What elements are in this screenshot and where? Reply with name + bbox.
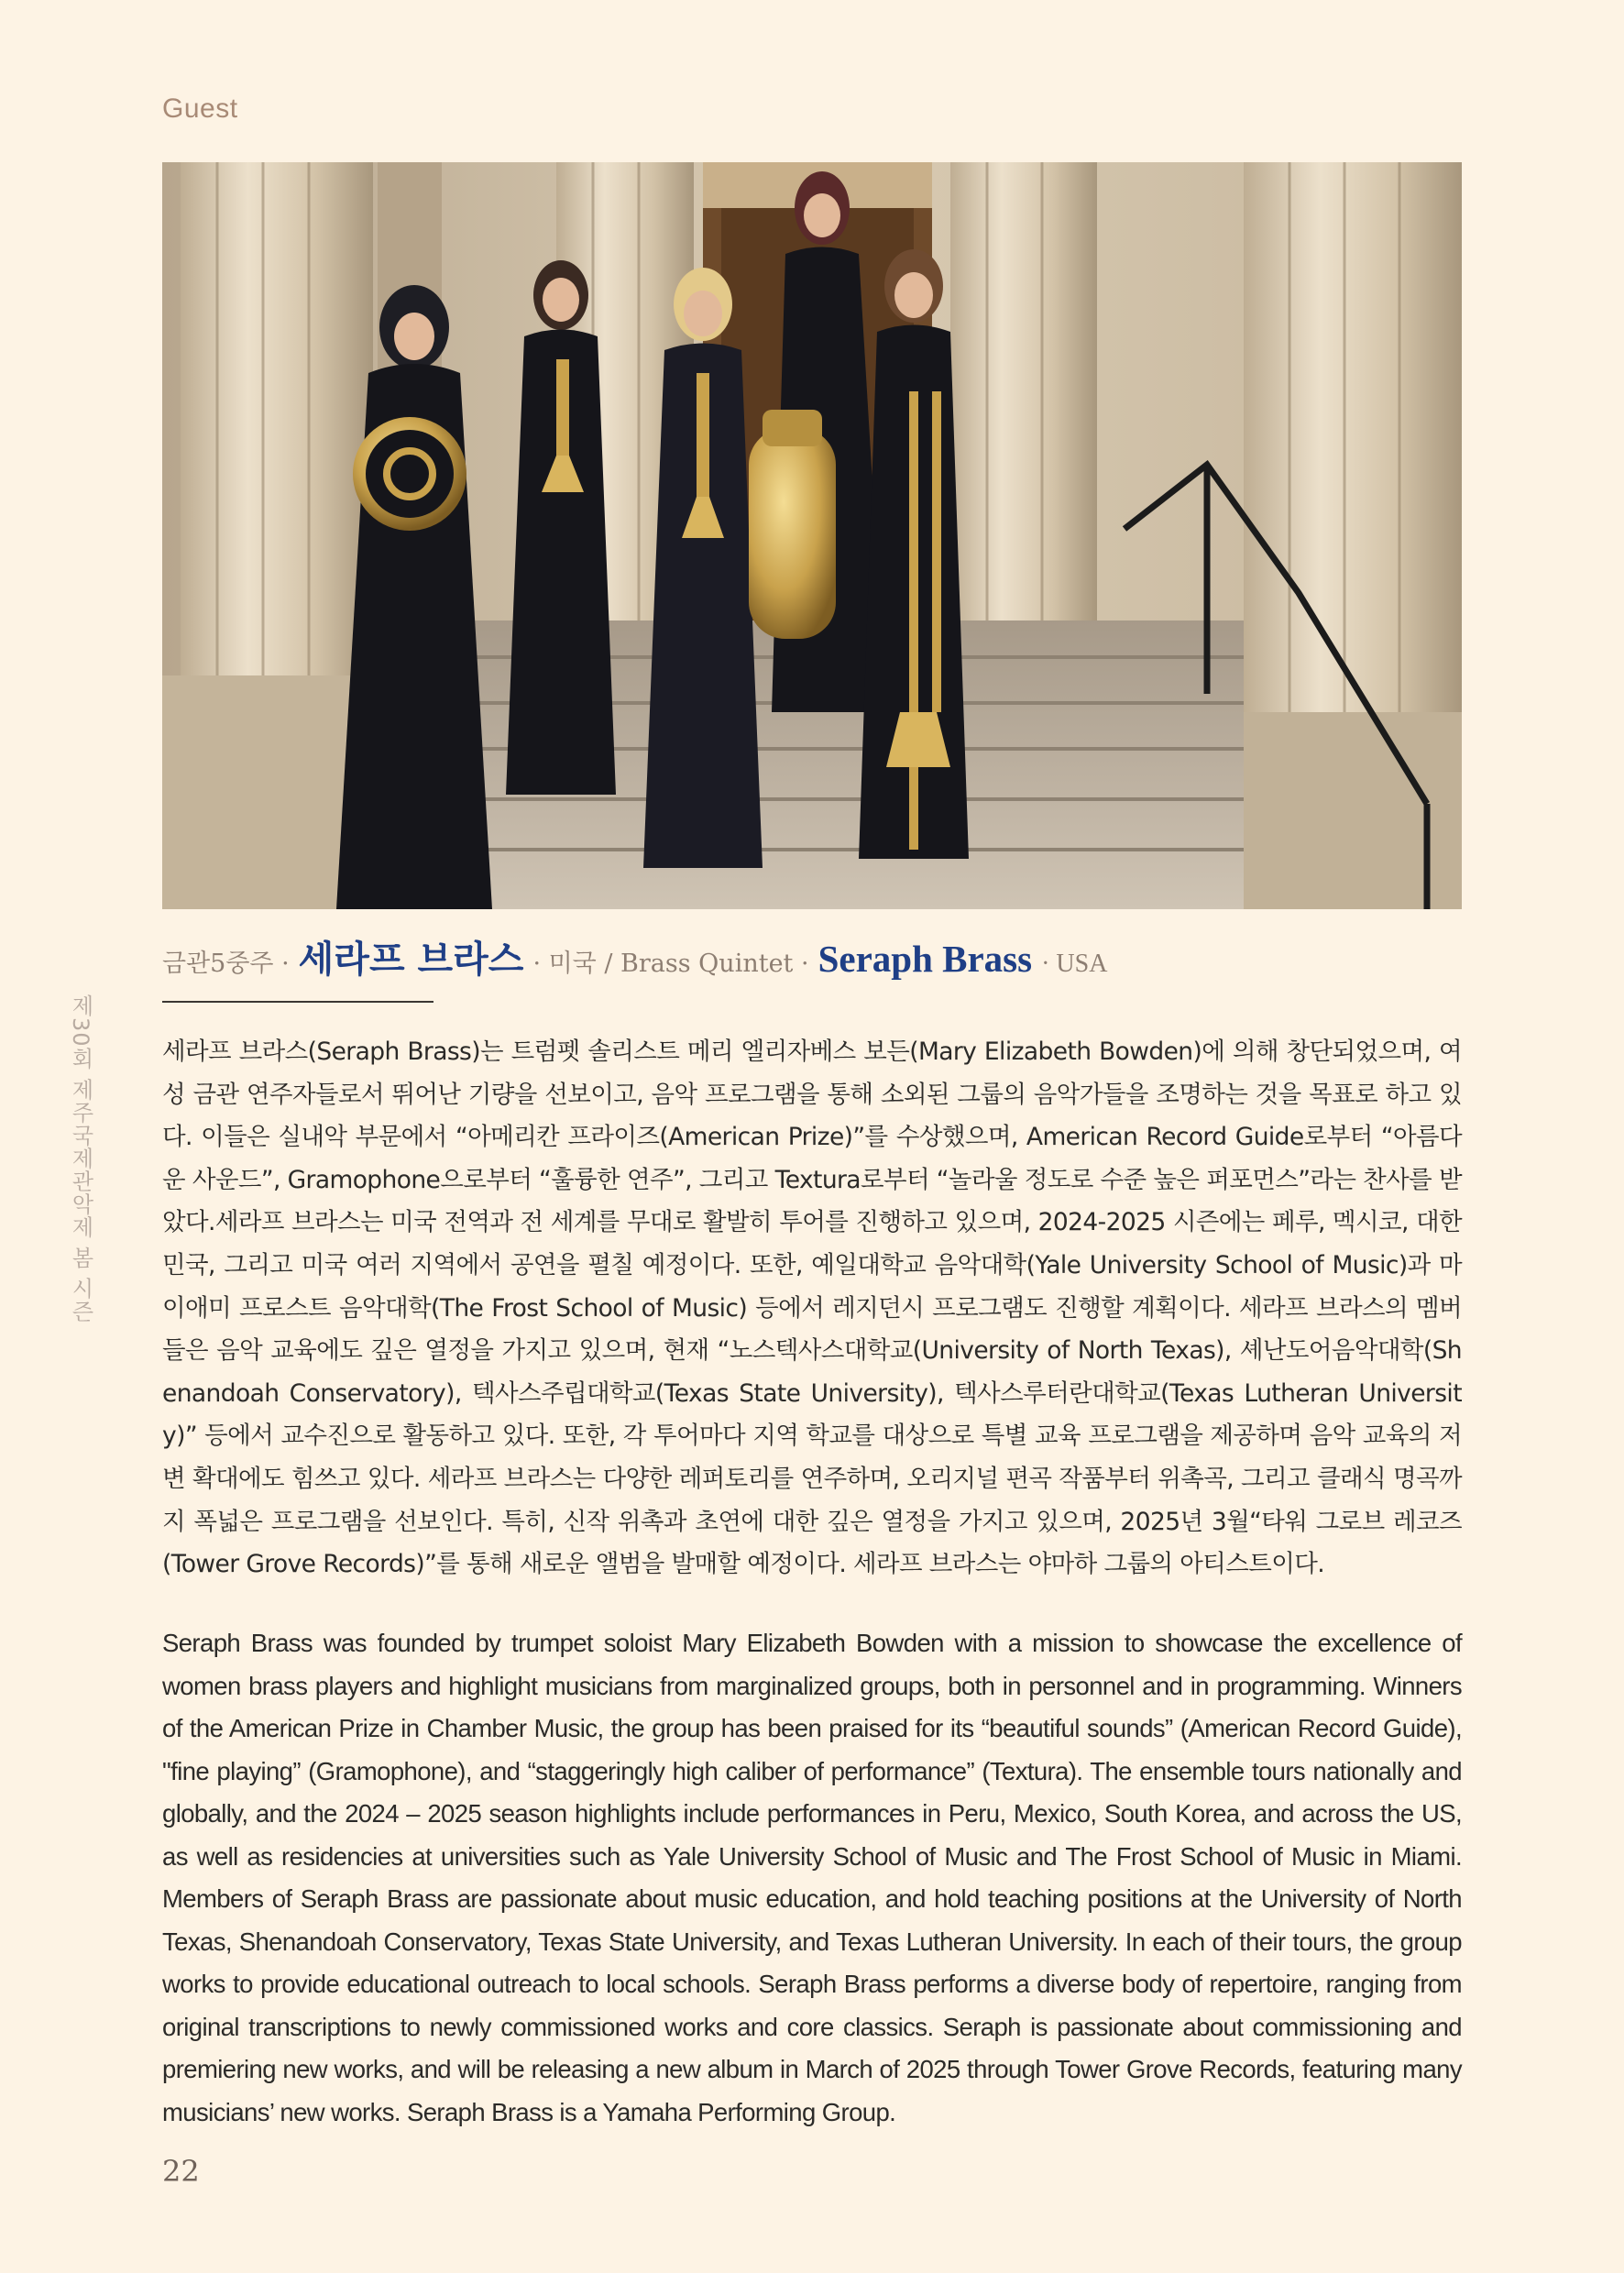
country-en: · USA [1041, 950, 1108, 978]
performer-heading [162, 930, 1107, 987]
heading-divider [162, 1001, 433, 1003]
ensemble-photo-illustration [162, 162, 1462, 909]
ensemble-name-en: Seraph Brass [817, 938, 1033, 980]
ensemble-photo [162, 162, 1462, 909]
korean-description: 세라프 브라스(Seraph Brass)는 트럼펫 솔리스트 메리 엘리자베스 보든(Mary Elizabeth Bowden)에 의해 창단되었으며, 여성 금관 연주자들로서 뛰어난 기량을 선보이고, 음악 프로그램을 통해 소외된 그룹의 음악가들을 조명하는 것을 목표로 하고 있다. 이들은 실내악 부문에서 “아메리칸 프라이즈(American Prize)”를 수상했으며, American Record Guide로부터 “아름다운 사운드”, Gramophone으로부터 “훌륭한 연주”, 그리고 Textura로부터 “놀라울 정도로 수준 높은 퍼포먼스”라는 찬사를 받았다.세라프 브라스는 미국 전역과 전 세계를 무대로 활발히 투어를 진행하고 있으며, 2024-2025 시즌에는 페루, 멕시코, 대한민국, 그리고 미국 여러 지역에서 공연을 펼칠 예정이다. 또한, 예일대학교 음악대학(Yale University School of Music)과 마이애미 프로스트 음악대학(The Frost School of Music) 등에서 레지던시 프로그램도 진행할 계획이다. 세라프 브라스의 멤버들은 음악 교육에도 깊은 열정을 가지고 있으며, 현재 “노스텍사스대학교(University of North Texas), 셰난도어음악대학(Shenandoah Conservatory), 텍사스주립대학교(Texas State University), 텍사스루터란대학교(Texas Lutheran University)” 등에서 교수진으로 활동하고 있다. 또한, 각 투어마다 지역 학교를 대상으로 특별 교육 프로그램을 제공하며 음악 교육의 저변 확대에도 힘쓰고 있다. 세라프 브라스는 다양한 레퍼토리를 연주하며, 오리지널 편곡 작품부터 위촉곡, 그리고 클래식 명곡까지 폭넓은 프로그램을 선보인다. 특히, 신작 위촉과 초연에 대한 깊은 열정을 가지고 있으며, 2025년 3월“타워 그로브 레코즈(Tower Grove Records)”를 통해 새로운 앨범을 발매할 예정이다. 세라프 브라스는 야마하 그룹의 아티스트이다. [162, 1038, 1462, 1579]
category-ko: 금관5중주 · [162, 950, 290, 978]
section-label: Guest [162, 93, 238, 124]
festival-side-label: 제30회 제주국제관악제 봄 시즌 [68, 994, 93, 1323]
page-number: 22 [162, 2154, 200, 2189]
country-and-category: · 미국 / Brass Quintet · [532, 950, 809, 978]
ensemble-name-ko: 세라프 브라스 [298, 939, 524, 981]
english-description: Seraph Brass was founded by trumpet soloist Mary Elizabeth Bowden with a mission to showcase the excellence of women brass players and highlight musicians from marginalized groups, both in personnel and in programming. Winners of the American Prize in Chamber Music, the group has been praised for its “beautiful sounds” (American Record Guide), "fine playing” (Gramophone), and “staggeringly high caliber of performance” (Textura). The ensemble tours nationally and globally, and the 2024 – 2025 season highlights include performances in Peru, Mexico, South Korea, and across the US, as well as residencies at universities such as Yale University School of Music and The Frost School of Music in Miami. Members of Seraph Brass are passionate about music education, and hold teaching positions at the University of North Texas, Shenandoah Conservatory, Texas State University, and Texas Lutheran University. In each of their tours, the group works to provide educational outreach to local schools. Seraph Brass performs a diverse body of repertoire, ranging from original transcriptions to newly commissioned works and core classics. Seraph is passionate about commissioning and premiering new works, and will be releasing a new album in March of 2025 through Tower Grove Records, featuring many musicians’ new works. Seraph Brass is a Yamaha Performing Group. [162, 1629, 1462, 2126]
